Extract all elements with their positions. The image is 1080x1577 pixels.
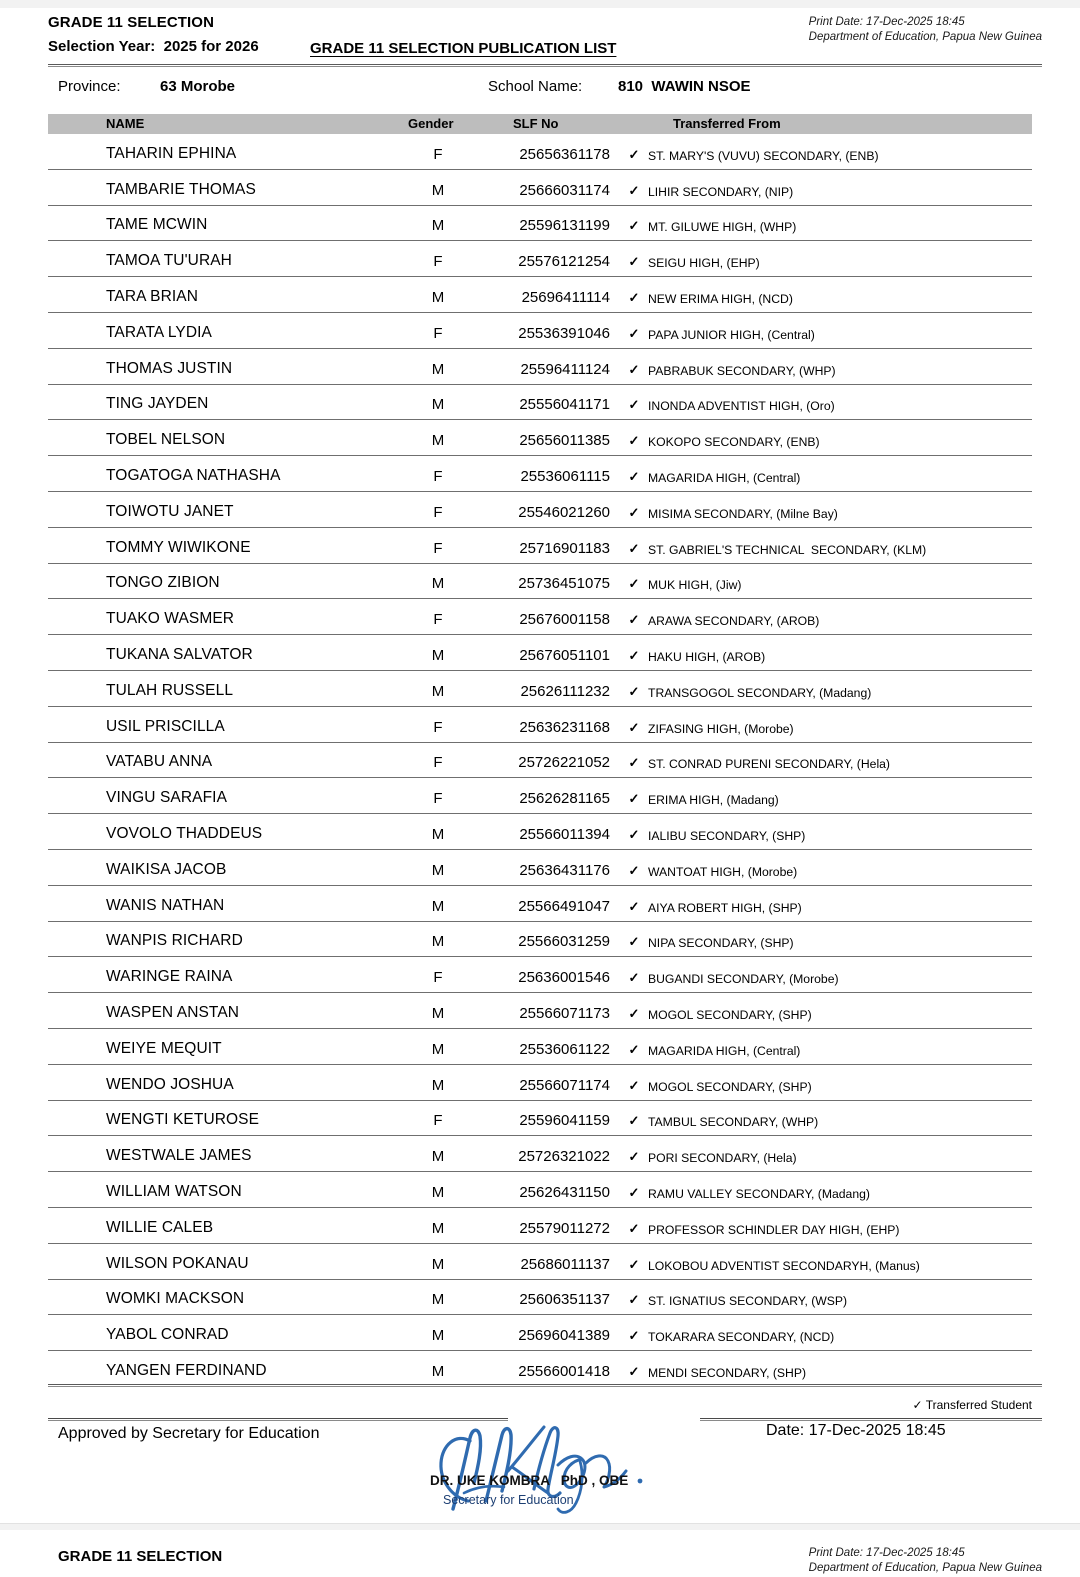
transferred-check-icon: ✓ (628, 934, 640, 950)
transferred-from-school: SEIGU HIGH, (EHP) (648, 256, 760, 271)
student-slf-no: 25536061115 (520, 467, 610, 485)
table-row (48, 492, 1032, 528)
student-slf-no: 25726221052 (518, 754, 610, 772)
transferred-check-icon: ✓ (628, 1292, 640, 1308)
transferred-check-icon: ✓ (628, 218, 640, 234)
transferred-check-icon: ✓ (628, 1113, 640, 1129)
table-bottom-divider (48, 1384, 1042, 1387)
student-slf-no: 25666031174 (519, 181, 610, 199)
signature-rule-right (700, 1418, 1042, 1421)
student-slf-no: 25576121254 (518, 253, 610, 271)
page-top-strip (0, 0, 1080, 8)
transferred-from-school: BUGANDI SECONDARY, (Morobe) (648, 972, 839, 987)
student-gender: M (431, 432, 445, 450)
student-name: YABOL CONRAD (106, 1326, 229, 1344)
transferred-from-school: TAMBUL SECONDARY, (WHP) (648, 1115, 819, 1130)
student-name: TOMMY WIWIKONE (106, 538, 251, 556)
approved-by-text: Approved by Secretary for Education (58, 1425, 320, 1442)
transferred-from-school: ARAWA SECONDARY, (AROB) (648, 614, 820, 629)
student-slf-no: 25626111232 (520, 682, 610, 700)
transferred-from-school: ST. MARY'S (VUVU) SECONDARY, (ENB) (648, 148, 879, 163)
transferred-from-school: LIHIR SECONDARY, (NIP) (648, 184, 794, 199)
table-row (48, 635, 1032, 671)
transferred-check-icon: ✓ (628, 361, 640, 377)
student-slf-no: 25636431176 (519, 861, 610, 879)
province-label: Province: (58, 78, 121, 95)
student-slf-no: 25626281165 (519, 790, 610, 808)
student-slf-no: 25636231168 (519, 718, 610, 736)
transferred-from-school: ZIFASING HIGH, (Morobe) (648, 721, 794, 736)
table-row (48, 170, 1032, 206)
column-header-name: NAME (106, 116, 145, 131)
student-name: WILLIE CALEB (106, 1218, 214, 1236)
transferred-check-icon: ✓ (628, 1184, 640, 1200)
transferred-check-icon: ✓ (628, 647, 640, 663)
transferred-check-icon: ✓ (628, 826, 640, 842)
student-slf-no: 25726321022 (518, 1148, 610, 1166)
print-date: Print Date: 17-Dec-2025 18:45 (808, 16, 965, 28)
signature-block (408, 1405, 698, 1520)
transferred-from-school: PORI SECONDARY, (Hela) (648, 1151, 797, 1166)
student-name: TAME MCWIN (106, 216, 208, 234)
transferred-check-icon: ✓ (628, 182, 640, 198)
next-page-title: GRADE 11 SELECTION (58, 1548, 223, 1565)
student-slf-no: 25656361178 (519, 145, 610, 163)
next-page-department: Department of Education, Papua New Guinea (808, 1561, 1042, 1574)
student-name: WOMKI MACKSON (106, 1290, 245, 1308)
student-slf-no: 25686011137 (520, 1255, 610, 1273)
transferred-check-icon: ✓ (628, 1220, 640, 1236)
transferred-from-school: INONDA ADVENTIST HIGH, (Oro) (648, 399, 835, 414)
student-slf-no: 25566071174 (519, 1076, 610, 1094)
table-row (48, 313, 1032, 349)
transferred-from-school: WANTOAT HIGH, (Morobe) (648, 864, 798, 879)
student-name: TOBEL NELSON (106, 431, 226, 449)
column-header-transferred-from: Transferred From (673, 116, 781, 131)
student-gender: M (431, 1148, 445, 1166)
student-slf-no: 25566071173 (519, 1004, 610, 1022)
transferred-from-school: PAPA JUNIOR HIGH, (Central) (648, 327, 815, 342)
student-slf-no: 25556041171 (519, 396, 610, 414)
transferred-check-icon: ✓ (628, 397, 640, 413)
transferred-from-school: ST. GABRIEL'S TECHNICAL SECONDARY, (KLM) (648, 542, 927, 557)
transferred-from-school: ST. CONRAD PURENI SECONDARY, (Hela) (648, 757, 890, 772)
department-name: Department of Education, Papua New Guinea (808, 30, 1042, 43)
student-gender: F (433, 145, 443, 163)
transferred-check-icon: ✓ (628, 719, 640, 735)
transferred-from-school: IALIBU SECONDARY, (SHP) (648, 828, 806, 843)
transferred-check-icon: ✓ (628, 1256, 640, 1272)
transferred-check-icon: ✓ (628, 1149, 640, 1165)
student-gender: M (431, 861, 445, 879)
student-name: TING JAYDEN (106, 395, 209, 413)
student-name: TULAH RUSSELL (106, 681, 234, 699)
student-name: WANPIS RICHARD (106, 932, 243, 950)
table-row (48, 1280, 1032, 1316)
student-slf-no: 25696411114 (521, 288, 610, 306)
student-gender: F (433, 253, 443, 271)
transferred-from-school: MOGOL SECONDARY, (SHP) (648, 1079, 812, 1094)
student-name: VOVOLO THADDEUS (106, 824, 263, 842)
student-gender: M (431, 396, 445, 414)
student-slf-no: 25579011272 (519, 1219, 610, 1237)
student-gender: M (431, 646, 445, 664)
table-row (48, 206, 1032, 242)
table-row (48, 922, 1032, 958)
student-slf-no: 25546021260 (518, 503, 610, 521)
table-row (48, 599, 1032, 635)
student-gender: M (431, 1183, 445, 1201)
student-name: TARA BRIAN (106, 287, 199, 305)
transferred-from-school: MT. GILUWE HIGH, (WHP) (648, 220, 797, 235)
student-gender: M (431, 1291, 445, 1309)
table-row (48, 850, 1032, 886)
transferred-check-icon: ✓ (628, 576, 640, 592)
transferred-check-icon: ✓ (628, 1363, 640, 1379)
table-row (48, 1315, 1032, 1351)
table-row (48, 277, 1032, 313)
table-row (48, 241, 1032, 277)
student-slf-no: 25596041159 (519, 1112, 610, 1130)
student-gender: M (431, 288, 445, 306)
student-name: WENDO JOSHUA (106, 1075, 234, 1093)
student-name: TOGATOGA NATHASHA (106, 466, 281, 484)
student-name: WILSON POKANAU (106, 1254, 249, 1272)
transferred-from-school: KOKOPO SECONDARY, (ENB) (648, 435, 820, 450)
transferred-from-school: ERIMA HIGH, (Madang) (648, 793, 779, 808)
publication-list-title: GRADE 11 SELECTION PUBLICATION LIST (310, 40, 617, 57)
student-gender: M (431, 1076, 445, 1094)
table-row (48, 1351, 1032, 1387)
document-title: GRADE 11 SELECTION (48, 14, 215, 31)
transferred-check-icon: ✓ (628, 146, 640, 162)
print-info (809, 15, 1042, 44)
transferred-from-school: HAKU HIGH, (AROB) (648, 649, 766, 664)
province-value: 63 Morobe (160, 78, 236, 95)
column-header-slf-no: SLF No (513, 116, 559, 131)
transferred-from-school: NIPA SECONDARY, (SHP) (648, 936, 794, 951)
table-row (48, 671, 1032, 707)
document-header (48, 14, 1042, 70)
table-row (48, 778, 1032, 814)
student-gender: M (431, 575, 445, 593)
student-gender: M (431, 897, 445, 915)
table-row (48, 814, 1032, 850)
table-row (48, 1244, 1032, 1280)
table-row (48, 1101, 1032, 1137)
student-gender: M (431, 217, 445, 235)
transferred-check-icon: ✓ (628, 791, 640, 807)
student-gender: M (431, 1219, 445, 1237)
student-name: VINGU SARAFIA (106, 789, 228, 807)
table-row (48, 957, 1032, 993)
student-gender: F (433, 539, 443, 557)
transferred-check-icon: ✓ (628, 1005, 640, 1021)
school-name-label: School Name: (488, 78, 583, 95)
student-name: TUAKO WASMER (106, 610, 235, 628)
student-slf-no: 25566491047 (518, 897, 610, 915)
student-name: WARINGE RAINA (106, 968, 233, 986)
student-name: YANGEN FERDINAND (106, 1361, 267, 1379)
student-name: TUKANA SALVATOR (106, 645, 253, 663)
student-name: WAIKISA JACOB (106, 860, 227, 878)
province-school-row (48, 78, 1042, 102)
student-name: TAHARIN EPHINA (106, 144, 237, 162)
student-name: WENGTI KETUROSE (106, 1111, 260, 1129)
table-header-row (48, 114, 1032, 134)
transferred-from-school: RAMU VALLEY SECONDARY, (Madang) (648, 1186, 870, 1201)
student-slf-no: 25606351137 (519, 1291, 610, 1309)
student-gender: M (431, 360, 445, 378)
student-name: TOIWOTU JANET (106, 502, 234, 520)
student-gender: M (431, 1004, 445, 1022)
transferred-from-school: MAGARIDA HIGH, (Central) (648, 1043, 801, 1058)
column-header-gender: Gender (408, 116, 454, 131)
student-name: WASPEN ANSTAN (106, 1003, 240, 1021)
transferred-from-school: MISIMA SECONDARY, (Milne Bay) (648, 506, 838, 521)
table-row (48, 134, 1032, 170)
student-gender: F (433, 754, 443, 772)
table-row (48, 420, 1032, 456)
student-gender: F (433, 467, 443, 485)
student-name: TONGO ZIBION (106, 574, 220, 592)
student-slf-no: 25636001546 (518, 969, 610, 987)
transferred-from-school: PROFESSOR SCHINDLER DAY HIGH, (EHP) (648, 1222, 900, 1237)
student-slf-no: 25696041389 (518, 1327, 610, 1345)
signatory-role: Secretary for Education (443, 1493, 574, 1507)
school-name-value: 810 WAWIN NSOE (618, 78, 751, 95)
student-gender: M (431, 1362, 445, 1380)
student-gender: F (433, 324, 443, 342)
student-name: TARATA LYDIA (106, 323, 212, 341)
selection-year-line: Selection Year: 2025 for 2026 (48, 38, 259, 55)
next-page-print-info (809, 1546, 1042, 1575)
table-row (48, 1029, 1032, 1065)
table-row (48, 528, 1032, 564)
table-row (48, 1065, 1032, 1101)
transferred-check-icon: ✓ (628, 433, 640, 449)
transferred-from-school: LOKOBOU ADVENTIST SECONDARYH, (Manus) (648, 1258, 920, 1273)
transferred-check-icon: ✓ (628, 970, 640, 986)
table-row (48, 564, 1032, 600)
table-row (48, 707, 1032, 743)
transferred-check-icon: ✓ (628, 468, 640, 484)
transferred-check-icon: ✓ (628, 1077, 640, 1093)
student-slf-no: 25566031259 (518, 933, 610, 951)
student-name: WEIYE MEQUIT (106, 1039, 222, 1057)
student-slf-no: 25736451075 (518, 575, 610, 593)
transferred-from-school: TRANSGOGOL SECONDARY, (Madang) (648, 685, 872, 700)
student-gender: F (433, 969, 443, 987)
table-row (48, 1136, 1032, 1172)
student-gender: M (431, 682, 445, 700)
table-body (48, 134, 1032, 1387)
transferred-check-icon: ✓ (628, 755, 640, 771)
page-break (0, 1523, 1080, 1530)
table-row (48, 993, 1032, 1029)
student-slf-no: 25676051101 (519, 646, 610, 664)
transferred-check-icon: ✓ (628, 683, 640, 699)
student-gender: F (433, 503, 443, 521)
student-name: USIL PRISCILLA (106, 717, 225, 735)
student-slf-no: 25536391046 (518, 324, 610, 342)
transferred-check-icon: ✓ (628, 898, 640, 914)
transferred-check-icon: ✓ (628, 612, 640, 628)
student-slf-no: 25566011394 (519, 825, 610, 843)
transferred-from-school: MAGARIDA HIGH, (Central) (648, 470, 801, 485)
transferred-from-school: MENDI SECONDARY, (SHP) (648, 1365, 807, 1380)
table-row (48, 743, 1032, 779)
student-gender: M (431, 1327, 445, 1345)
table-row (48, 886, 1032, 922)
student-slf-no: 25656011385 (519, 432, 610, 450)
next-page-print-date: Print Date: 17-Dec-2025 18:45 (808, 1547, 965, 1559)
student-gender: F (433, 790, 443, 808)
student-slf-no: 25536061122 (519, 1040, 610, 1058)
student-slf-no: 25676001158 (519, 611, 610, 629)
signatory-name: DR. UKE KOMBRA PhD , OBE (430, 1473, 629, 1488)
student-name: TAMBARIE THOMAS (106, 180, 256, 198)
transferred-check-icon: ✓ (628, 504, 640, 520)
transferred-from-school: TOKARARA SECONDARY, (NCD) (648, 1330, 835, 1345)
student-name: WILLIAM WATSON (106, 1182, 242, 1200)
transferred-check-icon: ✓ (628, 325, 640, 341)
student-slf-no: 25566001418 (518, 1362, 610, 1380)
header-divider (48, 64, 1042, 67)
table-row (48, 1172, 1032, 1208)
transferred-student-legend: ✓ Transferred Student (912, 1398, 1032, 1412)
student-gender: F (433, 718, 443, 736)
student-name: TAMOA TU'URAH (106, 252, 232, 270)
student-gender: M (431, 1255, 445, 1273)
student-name: WESTWALE JAMES (106, 1147, 252, 1165)
student-slf-no: 25716901183 (519, 539, 610, 557)
transferred-from-school: MOGOL SECONDARY, (SHP) (648, 1007, 812, 1022)
transferred-check-icon: ✓ (628, 862, 640, 878)
transferred-check-icon: ✓ (628, 289, 640, 305)
student-gender: F (433, 611, 443, 629)
transferred-from-school: AIYA ROBERT HIGH, (SHP) (648, 900, 802, 915)
student-name: THOMAS JUSTIN (106, 359, 233, 377)
student-slf-no: 25596131199 (519, 217, 610, 235)
student-gender: M (431, 1040, 445, 1058)
approval-date: Date: 17-Dec-2025 18:45 (766, 1422, 946, 1439)
transferred-from-school: NEW ERIMA HIGH, (NCD) (648, 291, 793, 306)
student-name: WANIS NATHAN (106, 896, 225, 914)
table-row (48, 349, 1032, 385)
transferred-check-icon: ✓ (628, 254, 640, 270)
table-row (48, 1208, 1032, 1244)
student-gender: M (431, 181, 445, 199)
table-row (48, 385, 1032, 421)
student-slf-no: 25626431150 (519, 1183, 610, 1201)
student-gender: M (431, 825, 445, 843)
student-table (48, 114, 1032, 1387)
student-name: VATABU ANNA (106, 753, 213, 771)
transferred-from-school: PABRABUK SECONDARY, (WHP) (648, 363, 836, 378)
table-row (48, 456, 1032, 492)
transferred-from-school: MUK HIGH, (Jiw) (648, 578, 742, 593)
student-gender: M (431, 933, 445, 951)
transferred-check-icon: ✓ (628, 1328, 640, 1344)
transferred-from-school: ST. IGNATIUS SECONDARY, (WSP) (648, 1294, 848, 1309)
transferred-check-icon: ✓ (628, 540, 640, 556)
student-slf-no: 25596411124 (520, 360, 610, 378)
student-gender: F (433, 1112, 443, 1130)
transferred-check-icon: ✓ (628, 1041, 640, 1057)
